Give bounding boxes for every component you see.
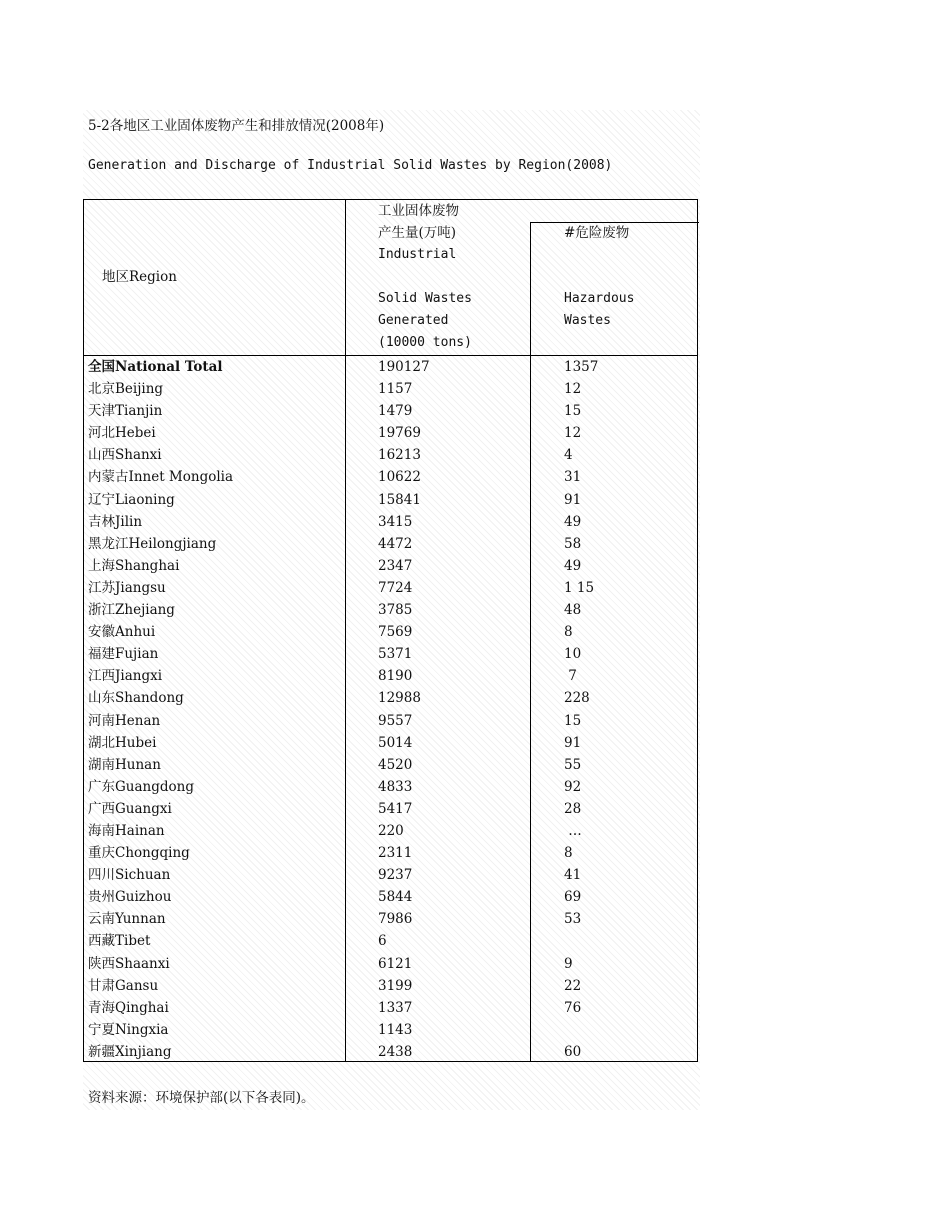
region-cell: 广西Guangxi <box>88 800 172 817</box>
generated-cell: 6121 <box>378 955 413 972</box>
header-generated-en-3: Generated <box>378 313 449 328</box>
table-row <box>84 820 697 842</box>
generated-cell: 9557 <box>378 712 413 729</box>
hazardous-cell: 58 <box>564 535 582 552</box>
region-cell: 新疆Xinjiang <box>88 1043 172 1060</box>
generated-cell: 1143 <box>378 1021 413 1038</box>
table-row <box>84 1019 697 1041</box>
hazardous-cell: 91 <box>564 491 582 508</box>
table-row <box>84 466 697 488</box>
table-row <box>84 798 697 820</box>
region-cell: 河北Hebei <box>88 425 156 442</box>
region-cell: 江苏Jiangsu <box>88 579 166 596</box>
table-title-chinese: 5-2各地区工业固体废物产生和排放情况(2008年) <box>88 118 385 134</box>
generated-cell: 4472 <box>378 535 413 552</box>
generated-cell: 4833 <box>378 778 413 795</box>
region-waste-table <box>83 199 698 1062</box>
hazardous-cell: 1357 <box>564 359 599 375</box>
generated-cell: 7724 <box>378 579 413 596</box>
region-cell: 宁夏Ningxia <box>88 1021 169 1038</box>
hazardous-cell: 91 <box>564 734 582 751</box>
region-cell: 西藏Tibet <box>88 933 151 950</box>
hazardous-cell: 8 <box>564 624 573 641</box>
region-cell: 贵州Guizhou <box>88 889 172 906</box>
hazardous-cell: 92 <box>564 778 582 795</box>
hazardous-cell: 12 <box>564 381 582 398</box>
table-title-english: Generation and Discharge of Industrial Solid Wastes by Region(2008) <box>88 158 613 173</box>
hazardous-cell: 15 <box>564 712 582 729</box>
table-body <box>84 356 697 1063</box>
table-row <box>84 444 697 466</box>
header-region: 地区Region <box>102 269 177 285</box>
region-cell: 全国National Total <box>88 359 223 375</box>
region-cell: 吉林Jilin <box>88 513 143 530</box>
hazardous-cell: 10 <box>564 646 582 663</box>
hazardous-cell: 60 <box>564 1043 582 1060</box>
table-row <box>84 687 697 709</box>
hazardous-cell: 8 <box>564 845 573 862</box>
region-cell: 海南Hainan <box>88 822 165 839</box>
hazardous-cell: 69 <box>564 889 582 906</box>
hazardous-cell: 49 <box>564 557 582 574</box>
hazardous-cell: 48 <box>564 602 582 619</box>
hazardous-cell: 55 <box>564 756 582 773</box>
hazardous-cell: 76 <box>564 999 582 1016</box>
source-footnote: 资料来源：环境保护部(以下各表同)。 <box>88 1090 315 1106</box>
region-cell: 甘肃Gansu <box>88 977 159 994</box>
region-cell: 四川Sichuan <box>88 867 171 884</box>
generated-cell: 5014 <box>378 734 413 751</box>
table-row <box>84 356 697 378</box>
generated-cell: 7986 <box>378 911 413 928</box>
region-cell: 内蒙古Innet Mongolia <box>88 469 234 486</box>
table-row <box>84 489 697 511</box>
generated-cell: 4520 <box>378 756 413 773</box>
hazardous-cell: 7 <box>564 668 577 685</box>
table-row <box>84 754 697 776</box>
generated-cell: 10622 <box>378 469 421 486</box>
table-row <box>84 577 697 599</box>
region-cell: 安徽Anhui <box>88 624 156 641</box>
header-generated-en-2: Solid Wastes <box>378 291 472 306</box>
table-row <box>84 422 697 444</box>
region-cell: 青海Qinghai <box>88 999 169 1016</box>
generated-cell: 7569 <box>378 624 413 641</box>
hazardous-cell: 53 <box>564 911 582 928</box>
hazardous-cell: 28 <box>564 800 582 817</box>
generated-cell: 5371 <box>378 646 413 663</box>
hazardous-cell: … <box>564 822 582 839</box>
region-cell: 黑龙江Heilongjiang <box>88 535 217 552</box>
generated-cell: 3785 <box>378 602 413 619</box>
table-row <box>84 842 697 864</box>
generated-cell: 9237 <box>378 867 413 884</box>
header-generated-cn-1: 工业固体废物 <box>378 203 459 219</box>
generated-cell: 15841 <box>378 491 421 508</box>
table-row <box>84 621 697 643</box>
header-hazardous-en-1: Hazardous <box>564 291 635 306</box>
header-hazardous-cn: #危险废物 <box>564 225 630 241</box>
region-cell: 福建Fujian <box>88 646 159 663</box>
generated-cell: 2438 <box>378 1043 413 1060</box>
table-row <box>84 599 697 621</box>
table-row <box>84 665 697 687</box>
region-cell: 天津Tianjin <box>88 403 163 420</box>
generated-cell: 6 <box>378 933 387 950</box>
table-row <box>84 1041 697 1063</box>
region-cell: 江西Jiangxi <box>88 668 163 685</box>
region-cell: 河南Henan <box>88 712 161 729</box>
header-generated-unit: (10000 tons) <box>378 335 472 350</box>
generated-cell: 19769 <box>378 425 421 442</box>
generated-cell: 220 <box>378 822 404 839</box>
region-cell: 山东Shandong <box>88 690 184 707</box>
table-row <box>84 997 697 1019</box>
region-cell: 陕西Shaanxi <box>88 955 170 972</box>
table-row <box>84 975 697 997</box>
generated-cell: 3415 <box>378 513 413 530</box>
table-row <box>84 643 697 665</box>
hazardous-cell: 9 <box>564 955 573 972</box>
generated-cell: 2347 <box>378 557 413 574</box>
hazardous-cell: 1 15 <box>564 579 595 596</box>
table-row <box>84 886 697 908</box>
hazardous-cell: 12 <box>564 425 582 442</box>
table-row <box>84 400 697 422</box>
table-row <box>84 710 697 732</box>
table-row <box>84 953 697 975</box>
table-row <box>84 864 697 886</box>
region-cell: 湖北Hubei <box>88 734 157 751</box>
generated-cell: 8190 <box>378 668 413 685</box>
table-row <box>84 555 697 577</box>
hazardous-cell: 15 <box>564 403 582 420</box>
generated-cell: 12988 <box>378 690 421 707</box>
hazardous-cell: 4 <box>564 447 573 464</box>
generated-cell: 5844 <box>378 889 413 906</box>
region-cell: 辽宁Liaoning <box>88 491 175 508</box>
region-cell: 云南Yunnan <box>88 911 166 928</box>
header-generated-cn-2: 产生量(万吨) <box>378 225 457 241</box>
table-row <box>84 776 697 798</box>
generated-cell: 16213 <box>378 447 421 464</box>
hazardous-cell: 49 <box>564 513 582 530</box>
header-generated-en-1: Industrial <box>378 247 457 262</box>
table-row <box>84 511 697 533</box>
hazardous-cell: 22 <box>564 977 582 994</box>
generated-cell: 1479 <box>378 403 413 420</box>
generated-cell: 190127 <box>378 359 430 375</box>
region-cell: 湖南Hunan <box>88 756 161 773</box>
table-row <box>84 378 697 400</box>
region-cell: 浙江Zhejiang <box>88 602 175 619</box>
generated-cell: 1157 <box>378 381 413 398</box>
region-cell: 山西Shanxi <box>88 447 162 464</box>
table-row <box>84 533 697 555</box>
region-cell: 广东Guangdong <box>88 778 194 795</box>
generated-cell: 1337 <box>378 999 413 1016</box>
generated-cell: 3199 <box>378 977 413 994</box>
hazardous-cell: 228 <box>564 690 590 707</box>
region-cell: 北京Beijing <box>88 381 164 398</box>
generated-cell: 2311 <box>378 845 413 862</box>
table-row <box>84 930 697 952</box>
table-row <box>84 908 697 930</box>
header-hazardous-en-2: Wastes <box>564 313 611 328</box>
generated-cell: 5417 <box>378 800 413 817</box>
region-cell: 重庆Chongqing <box>88 845 190 862</box>
table-row <box>84 732 697 754</box>
region-cell: 上海Shanghai <box>88 557 180 574</box>
hazardous-cell: 41 <box>564 867 582 884</box>
hazardous-cell: 31 <box>564 469 582 486</box>
